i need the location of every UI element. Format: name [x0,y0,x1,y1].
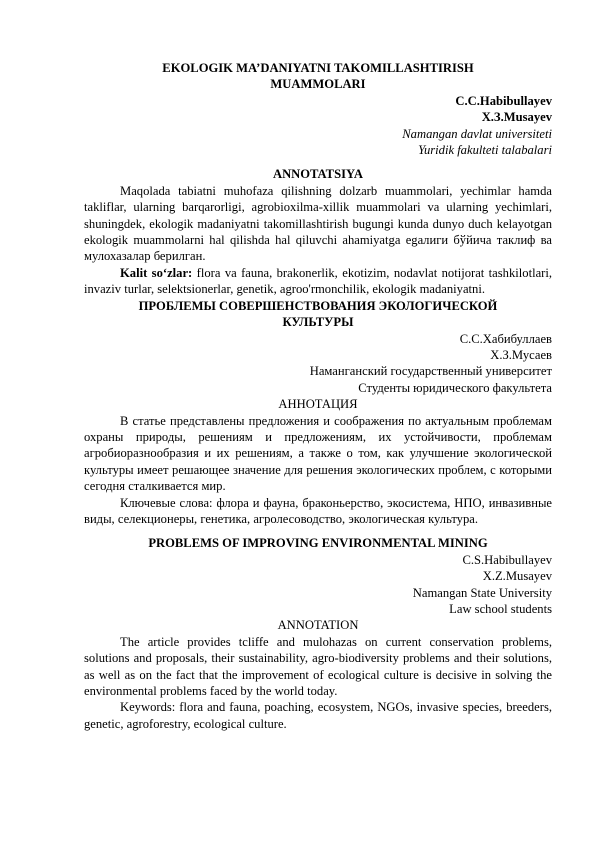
en-annotation-heading: ANNOTATION [277,618,359,633]
ru-affiliation-2: Студенты юридического факультета [358,380,552,395]
en-annotation-text: The article provides tcliffe and mulohazas on current conservation problems, solutions and proposals, their sustainability, agro-biodiversity problems and their solutions, as well as on the fact that the improvement of ecological culture is decisive in solving the environmental problems faced by the world today. [84,634,552,699]
uz-annotation-text: Maqolada tabiatni muhofaza qilishning dolzarb muammolari, yechimlar hamda takliflar, ularning barqarorligi, agrobioxilma-xillik muammolari va ularning yechimlari, shuningdek, ekologik madaniyatni takomillashtirish bugungi kunda dunyo duch kelayotgan ekologik muammolarni hal qilishda hal qiluvchi ahamiyatga egaлиги бўйича таклиф ва мулохазалар берилган. [84,183,552,264]
ru-title-line1: ПРОБЛЕМЫ СОВЕРШЕНСТВОВАНИЯ ЭКОЛОГИЧЕСКОЙ [138,298,498,313]
uz-affiliation-1: Namangan davlat universiteti [402,126,552,141]
ru-keywords: Ключевые слова: флора и фауна, браконьерство, экосистема, НПО, инвазивные виды, селекционеры, генетика, агролесоводство, экологическая культура. [84,495,552,526]
uz-title-line1: EKOLOGIK MA’DANIYATNI TAKOMILLASHTIRISH [162,61,474,75]
uz-affiliation-2: Yuridik fakulteti talabalari [418,143,552,158]
uz-author-1: C.C.Habibullayev [455,93,552,108]
en-title: PROBLEMS OF IMPROVING ENVIRONMENTAL MINING [148,536,488,551]
uz-keywords [84,265,552,298]
uz-author-2: Х.З.Musayev [481,110,552,125]
en-affiliation-1: Namangan State University [412,585,552,600]
uz-keywords-label: Kalit so‘zlar: [120,265,193,280]
uz-keywords-text: flora va fauna, brakonerlik, ekotizim, nodavlat notijorat tashkilotlari, invaziv turlar, selektsionerlar, genetik, agroo'rmonchilik, ekologik madaniyatni. [84,265,552,297]
en-affiliation-2: Law school students [449,602,552,616]
ru-affiliation-1: Наманганский государственный университет [309,364,552,379]
english-section [84,535,552,732]
en-author-2: X.Z.Musayev [482,569,552,584]
ru-author-1: С.С.Хабибуллаев [459,331,552,346]
article-page [84,60,552,732]
uzbek-section [84,60,552,298]
uz-title-line2: MUAMMOLARI [270,77,366,92]
en-keywords: Keywords: flora and fauna, poaching, ecosystem, NGOs, invasive species, breeders, genetic, agroforestry, ecological culture. [84,700,552,731]
en-author-1: C.S.Habibullayev [462,552,552,567]
ru-annotation-text: В статье представлены предложения и соображения по актуальным проблемам охраны природы, решениям и предложениям, их устойчивости, проблемам агробиоразнообразия и их решениям, а также о том, как улучшение экологической культуры имеет решающее значение для решения экологических проблем, с которыми сегодня сталкивается мир. [84,413,552,494]
russian-section [84,298,552,528]
uz-annotation-heading: ANNOTATSIYA [272,167,364,182]
ru-annotation-heading: АННОТАЦИЯ [278,397,358,412]
ru-title-line2: КУЛЬТУРЫ [282,315,354,330]
ru-author-2: Х.З.Мусаев [490,347,552,362]
